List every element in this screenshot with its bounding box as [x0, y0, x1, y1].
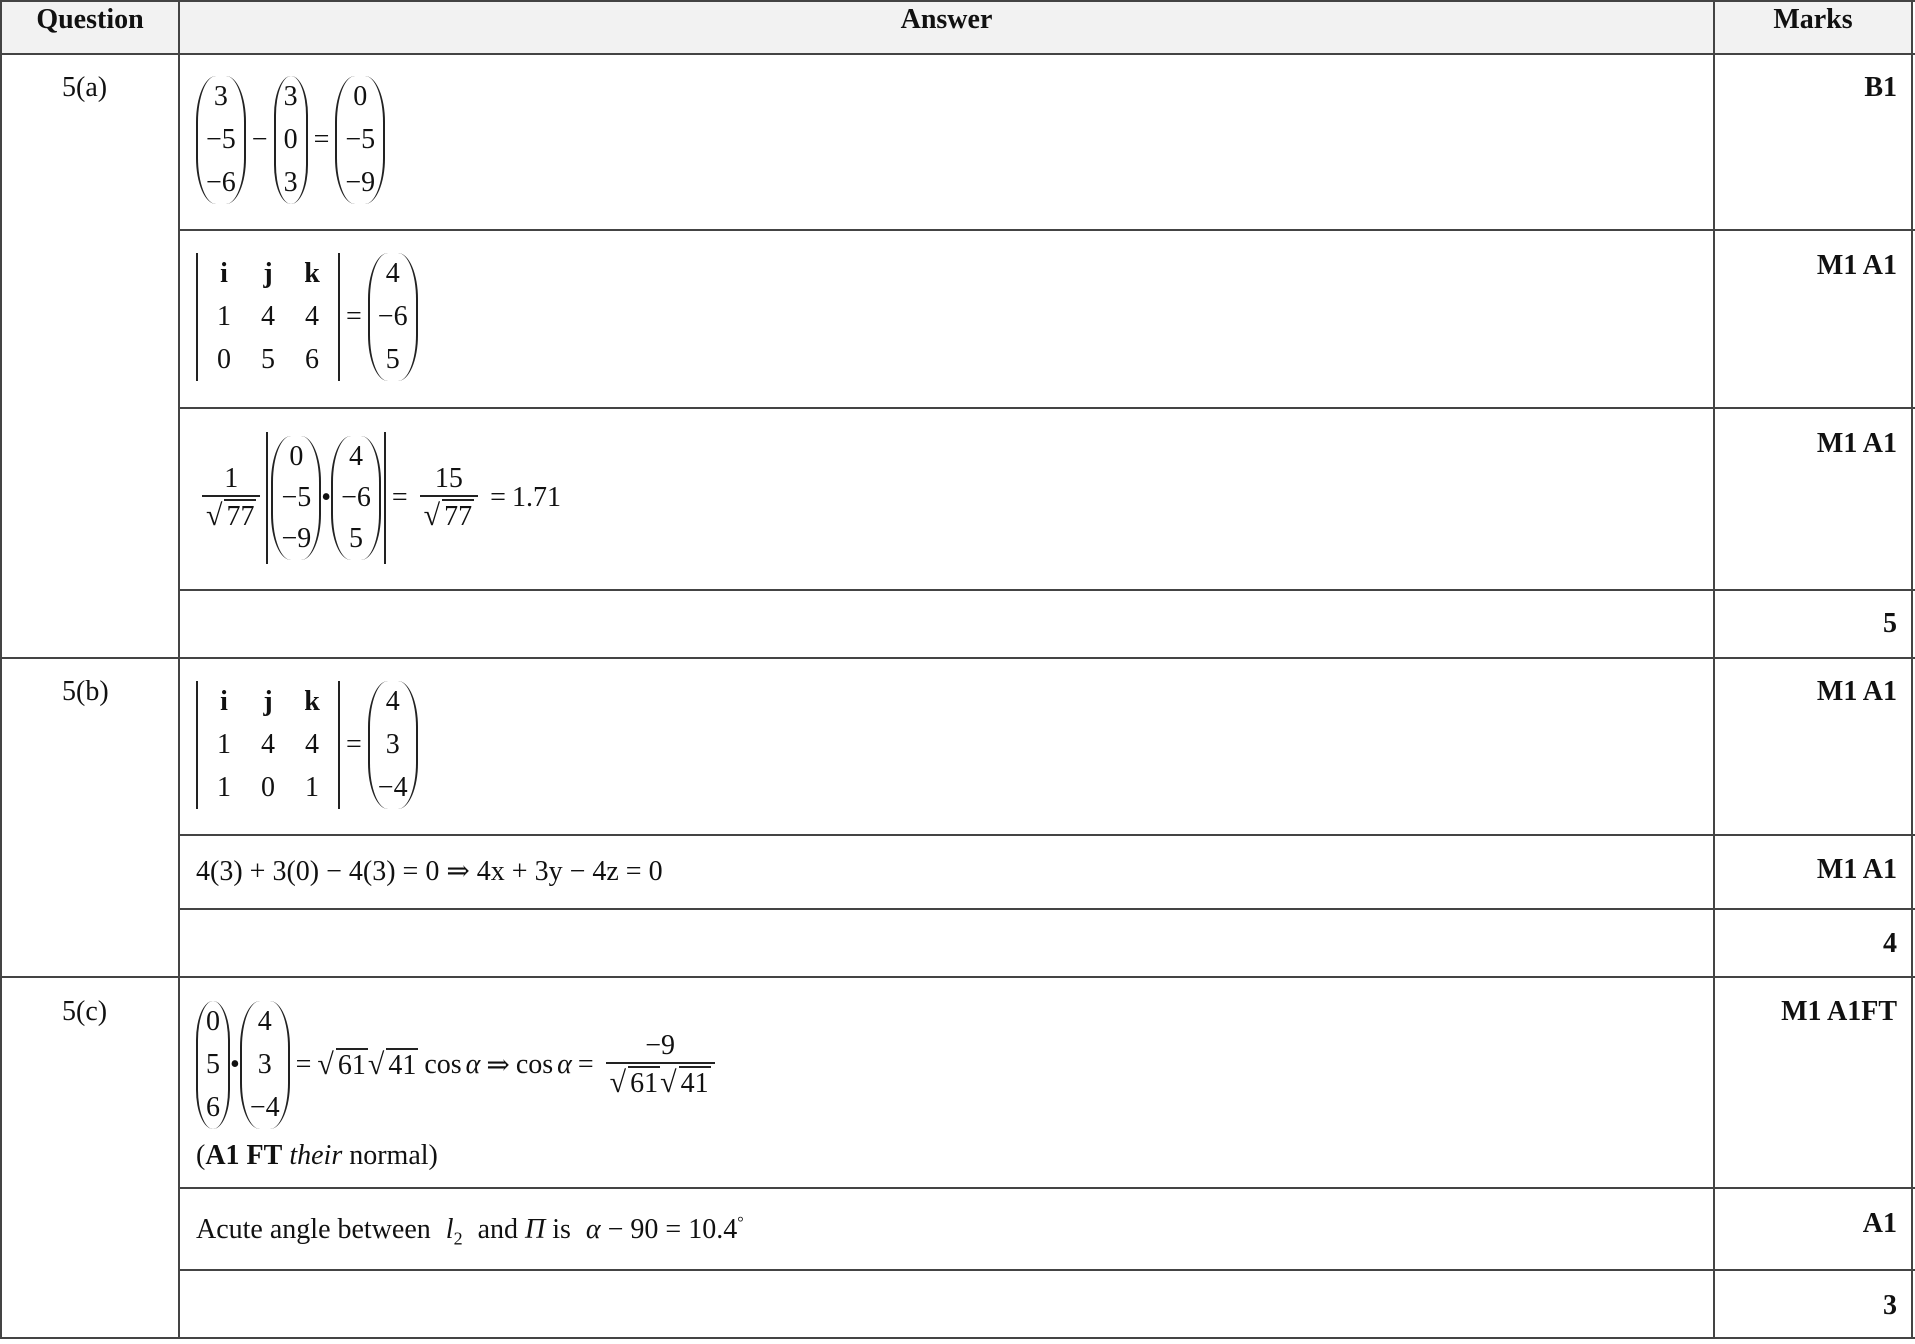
vector: 4 3 −4 — [368, 681, 418, 809]
grid-line — [0, 0, 1915, 2]
vector: 4 3 −4 — [240, 1001, 290, 1129]
vector: 4 −6 5 — [368, 253, 418, 381]
fraction: $\frac{15}{√ 77}$ — [420, 463, 478, 533]
column-header-answer: Answer — [900, 4, 993, 35]
vector: 3 −5 −6 — [196, 76, 246, 204]
vector: 0 −5 −9 — [335, 76, 385, 204]
marks-total: 3 — [1883, 1290, 1897, 1321]
marks-value: M1 A1 — [1816, 250, 1897, 281]
grid-line — [0, 1337, 1915, 1339]
question-label: 5(b) — [62, 676, 109, 707]
absolute-value: 0 −5 −9 • 4 −6 5 — [266, 432, 385, 564]
distance-calculation: $\frac{1}{√ 77}$ 0 −5 −9 • 4 −6 5 = $\frac{15}{√ 77}$ = 1.71 — [196, 430, 561, 566]
grid-line — [178, 834, 1915, 836]
vector: 0 −5 −9 — [271, 436, 321, 560]
question-label: 5(a) — [62, 72, 108, 103]
grid-line — [1911, 0, 1913, 1339]
marks-total: 4 — [1883, 928, 1897, 959]
cross-product-determinant: i j k 1 4 4 0 5 6 = 4 −6 5 — [196, 250, 418, 384]
grid-line — [0, 53, 1915, 55]
vector: 0 5 6 — [196, 1001, 230, 1129]
grid-line — [0, 657, 1915, 659]
column-header-marks: Marks — [1773, 4, 1853, 35]
determinant: i j k 1 4 4 1 0 1 — [196, 681, 340, 809]
grid-line — [178, 1187, 1915, 1189]
fraction: $\frac{1}{√ 77}$ — [202, 463, 260, 533]
grid-line — [0, 0, 2, 1339]
fraction: $\frac{-9}{√ 61√ 41}$ — [606, 1030, 715, 1100]
grid-line — [178, 908, 1915, 910]
cross-product-determinant: i j k 1 4 4 1 0 1 = 4 3 −4 — [196, 678, 418, 812]
grid-line — [0, 976, 1915, 978]
grid-line — [1713, 0, 1715, 1339]
grid-line — [178, 407, 1915, 409]
marks-value: M1 A1FT — [1781, 996, 1897, 1027]
grid-line — [178, 1269, 1915, 1271]
vector-subtraction: 3 −5 −6 − 3 0 3 = 0 −5 −9 — [196, 72, 385, 208]
determinant: i j k 1 4 4 0 5 6 — [196, 253, 340, 381]
question-label: 5(c) — [62, 996, 108, 1027]
marks-value: M1 A1 — [1816, 676, 1897, 707]
marks-value: M1 A1 — [1816, 428, 1897, 459]
plane-equation: 4(3) + 3(0) − 4(3) = 0 ⇒ 4x + 3y − 4z = 0 — [196, 856, 663, 887]
column-header-question: Question — [36, 4, 144, 35]
acute-angle-statement: Acute angle between $l_2$ and Π is α − 90 = 10.4° — [196, 1214, 744, 1249]
grid-line — [178, 229, 1915, 231]
follow-through-note: (A1 FT their normal) — [196, 1140, 438, 1171]
grid-line — [178, 589, 1915, 591]
grid-line — [178, 0, 180, 1339]
angle-calculation: 0 5 6 • 4 3 −4 = √ 61 √ 41 cos α ⇒ cos α = $\frac{-9}{√ 61√ 41}$ — [196, 998, 721, 1132]
vector: 4 −6 5 — [331, 436, 381, 560]
marks-total: 5 — [1883, 608, 1897, 639]
marks-value: M1 A1 — [1816, 854, 1897, 885]
marks-value: B1 — [1864, 72, 1897, 103]
vector: 3 0 3 — [274, 76, 308, 204]
marks-value: A1 — [1862, 1208, 1897, 1239]
